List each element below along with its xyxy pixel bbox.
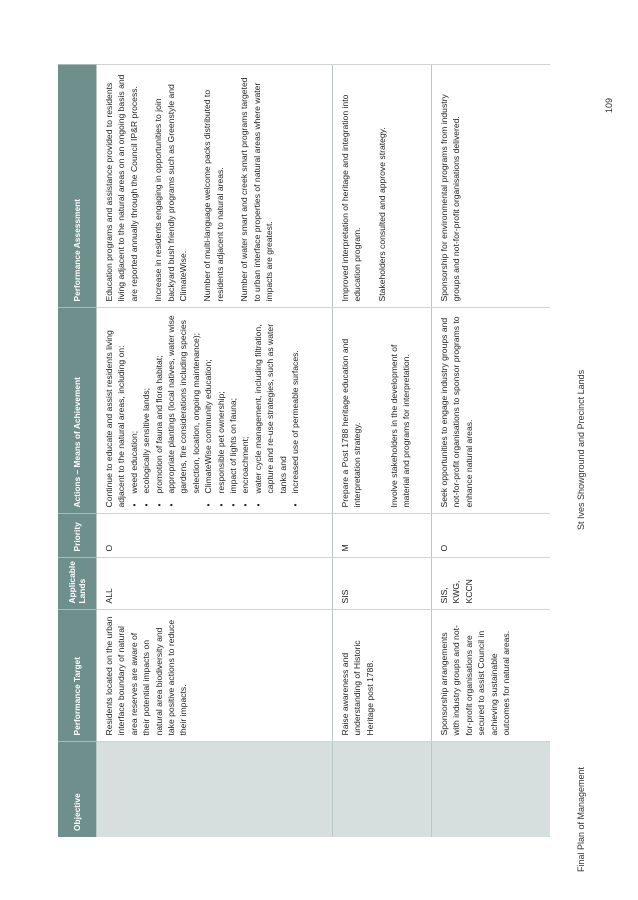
objective-cell: [432, 742, 551, 837]
objective-cell: [333, 742, 432, 837]
header-performance-target: Performance Target: [58, 610, 97, 742]
actions-cell: [432, 308, 551, 514]
list-item: • water cycle management, including filtration, capture and re-use strategies, such as water tanks and: [252, 315, 289, 494]
priority-cell: O: [97, 514, 333, 558]
list-item: • promotion of fauna and flora habitat;: [153, 315, 165, 494]
action-paragraph: Prepare a Post 1788 heritage education and interpretation strategy.: [340, 338, 363, 508]
action-paragraph: Involve stakeholders in the development of material and programs for interpretation.: [388, 344, 412, 508]
applicable-lands-cell: SIS: [333, 558, 432, 610]
header-priority: Priority: [58, 514, 97, 558]
objective-cell: [97, 742, 333, 837]
header-applicable-lands: Applicable Lands: [58, 558, 97, 610]
performance-target-cell: Sponsorship arrangements with industry groups and not-for-profit organisations are secured to assist Council in achieving sustainable outcomes for natural areas.: [432, 610, 551, 742]
table-row: [432, 65, 551, 837]
performance-assessment-cell: [432, 65, 551, 308]
footer-site-name: St Ives Showground and Precinct Lands: [576, 369, 586, 530]
priority-cell: M: [333, 514, 432, 558]
list-item: • weed education;: [128, 315, 140, 494]
actions-cell: [97, 308, 333, 514]
list-item: • ClimateWise community education;: [202, 315, 214, 494]
plan-table-container: [58, 65, 538, 837]
list-item: • responsible pet ownership;: [215, 315, 227, 494]
applicable-lands-cell: ALL: [97, 558, 333, 610]
assessment-paragraph: Number of multi-language welcome packs distributed to residents adjacent to natural areas.: [202, 89, 225, 302]
applicable-lands-cell: SIS, KWG, KCCN: [432, 558, 551, 610]
header-objective: Objective: [58, 742, 97, 837]
performance-target-cell: Residents located on the urban interface boundary of natural area reserves are aware of their potential impacts on natural area biodiversity and take positive actions to reduce their impacts.: [97, 610, 333, 742]
table-row: [333, 65, 432, 837]
assessment-paragraph: Stakeholders consulted and approve strategy.: [376, 127, 387, 302]
actions-cell: [333, 308, 432, 514]
table-header-row: [58, 65, 97, 837]
performance-assessment-cell: [97, 65, 333, 308]
list-item: • ecologically sensitive lands;: [140, 315, 152, 494]
actions-intro: Continue to educate and assist residents living adjacent to the natural areas, including on:: [104, 330, 127, 508]
assessment-paragraph: Increase in residents engaging in opportunities to join backyard bush friendly programs such as Greenstyle and ClimateWise.: [153, 84, 189, 302]
assessment-paragraph: Education programs and assistance provided to residents living adjacent to the natural areas on an ongoing basis and are reported annually through the Council IP&R process.: [104, 74, 139, 302]
page-number: 109: [604, 97, 614, 113]
actions-list: [128, 315, 302, 508]
assessment-paragraph: Sponsorship for environmental programs from industry groups and not-for-profit organisations delivered.: [439, 94, 462, 302]
assessment-paragraph: Number of water smart and creek smart programs targeted to urban interface properties of natural areas where water impacts are greatest.: [239, 77, 275, 302]
performance-target-cell: Raise awareness and understanding of Historic Heritage post 1788.: [333, 610, 432, 742]
list-item: • appropriate plantings (local natives, water wise gardens, fire considerations including species selection, location, ongoing maintenance);: [165, 315, 202, 494]
list-item: • encroachment;: [239, 315, 251, 494]
priority-cell: O: [432, 514, 551, 558]
header-performance-assessment: Performance Assessment: [58, 65, 97, 308]
assessment-paragraph: Improved interpretation of heritage and integration into education program.: [340, 94, 363, 302]
footer-document-title: Final Plan of Management: [576, 766, 586, 872]
performance-table: [58, 65, 550, 838]
performance-assessment-cell: [333, 65, 432, 308]
list-item: • impact of lights on fauna;: [227, 315, 239, 494]
table-row: [97, 65, 333, 837]
action-paragraph: Seek opportunities to engage industry groups and not-for-profit organisations to sponsor programs to enhance natural areas.: [439, 316, 474, 508]
header-actions: Actions – Means of Achievement: [58, 308, 97, 514]
list-item: • increased use of permeable surfaces.: [289, 315, 301, 494]
